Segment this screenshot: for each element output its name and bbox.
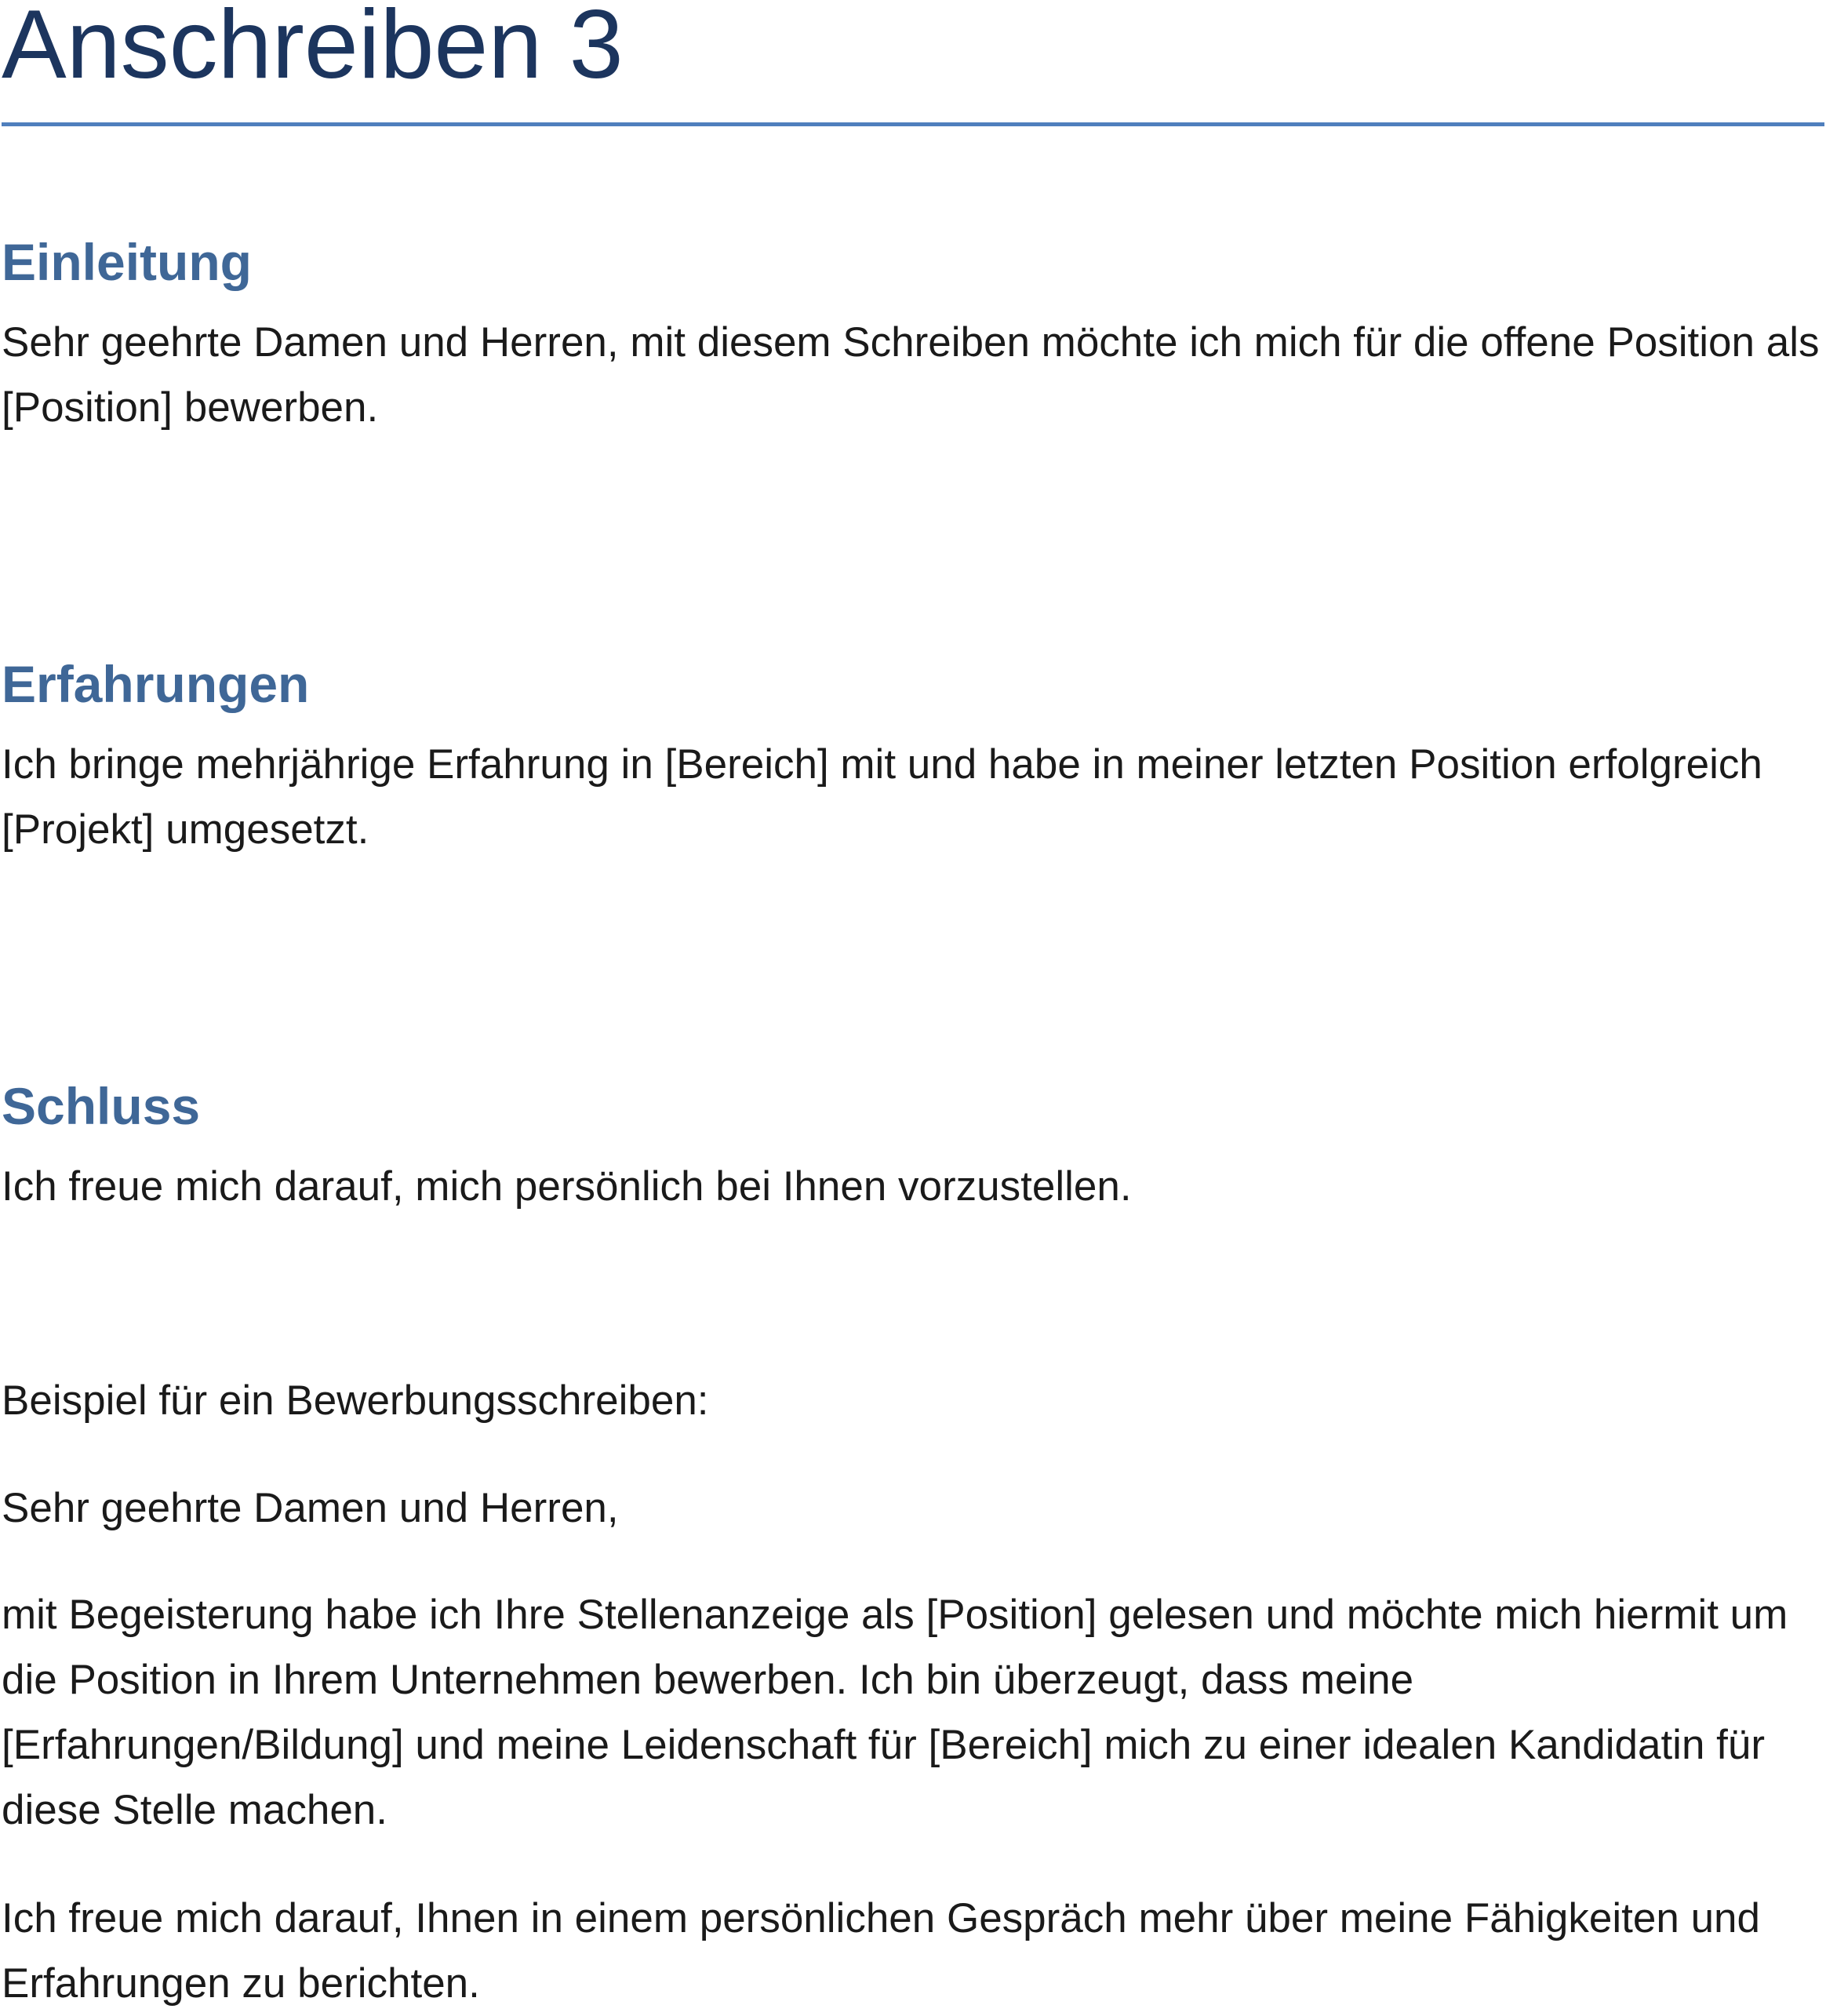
section-body-erfahrungen: Ich bringe mehrjährige Erfahrung in [Bereich] mit und habe in meiner letzten Position erfolgreich [Projekt] umgesetzt. (2, 741, 1762, 853)
section-body-schluss: Ich freue mich darauf, mich persönlich bei Ihnen vorzustellen. (2, 1163, 1132, 1210)
example-paragraph-1: mit Begeisterung habe ich Ihre Stellenanzeige als [Position] gelesen und möchte mich hiermit um die Position in Ihrem Unternehmen bewerben. Ich bin überzeugt, dass meine [Erfahrungen/Bildung] und meine Leidenschaft für [Bereich] mich zu einer idealen Kandidatin für diese Stelle machen. (2, 1592, 1788, 1833)
section-heading-erfahrungen: Erfahrungen (2, 655, 310, 713)
section-body-einleitung: Sehr geehrte Damen und Herren, mit diesem Schreiben möchte ich mich für die offene Position als [Position] bewerben. (2, 319, 1820, 431)
section-heading-schluss: Schluss (2, 1077, 201, 1135)
section-heading-einleitung: Einleitung (2, 233, 252, 291)
title-underline-rule (2, 122, 1824, 126)
document-title: Anschreiben 3 (2, 0, 624, 99)
example-salutation: Sehr geehrte Damen und Herren, (2, 1485, 619, 1531)
example-intro: Beispiel für ein Bewerbungsschreiben: (2, 1377, 709, 1424)
example-paragraph-2: Ich freue mich darauf, Ihnen in einem persönlichen Gespräch mehr über meine Fähigkeiten und Erfahrungen zu berichten. (2, 1895, 1760, 2007)
